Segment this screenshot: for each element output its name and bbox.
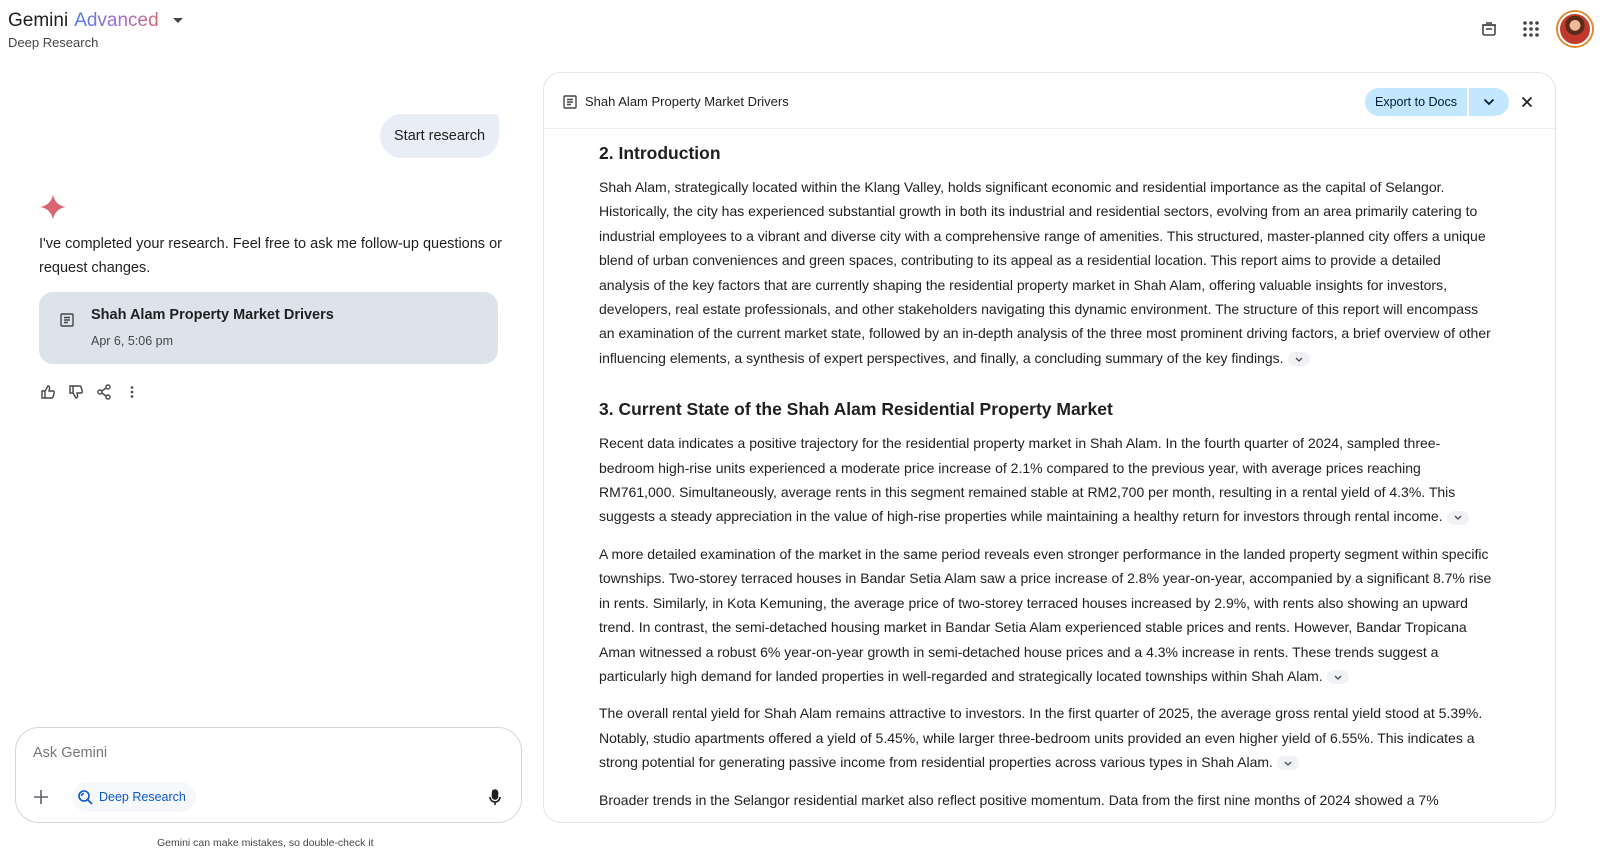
ask-input[interactable]: [33, 745, 473, 761]
panel-title: Shah Alam Property Market Drivers: [585, 94, 789, 109]
account-avatar[interactable]: [1558, 12, 1592, 46]
doc-card-date: Apr 6, 5:06 pm: [91, 334, 173, 348]
brand-tier: Advanced: [74, 10, 159, 31]
close-icon[interactable]: [1515, 90, 1539, 114]
model-dropdown-caret-icon[interactable]: [169, 12, 187, 30]
thumbs-down-icon[interactable]: [66, 380, 86, 404]
thumbs-up-icon[interactable]: [38, 380, 58, 404]
microphone-icon[interactable]: [484, 786, 506, 808]
brand-name: Gemini: [8, 10, 69, 31]
section-paragraph: Broader trends in the Selangor residential market also reflect positive momentum. Data from the first nine months of 2024 showed a 7%: [599, 791, 1439, 808]
prompt-input-box: [15, 727, 522, 823]
section-paragraph: A more detailed examination of the market in the same period reveals even stronger performance in the landed property segment within specific townships. Two-storey terraced houses in Bandar Setia Alam saw a price increase of 2.8% year-on-year, accompanied by a significant 8.7% rise in rents. Similarly, in Kota Kemuning, the average price of two-storey terraced houses increased by 2.9%, with rents also showing an upward trend. In contrast, the semi-detached housing market in Bandar Setia Alam experienced stable prices and rents. However, Bandar Tropicana Aman witnessed a robust 6% year-on-year growth in semi-detached house prices and a 4.3% increase in rents. These trends suggest a particularly high demand for landed properties in well-regarded and strategically located townships within Shah Alam.: [599, 545, 1492, 684]
section-paragraph: The overall rental yield for Shah Alam remains attractive to investors. In the first quarter of 2025, the average gross rental yield stood at 5.39%. Notably, studio apartments offered a yield of 5.45%, while larger three-bedroom units provided an even higher yield of 6.55%. This indicates a strong potential for generating passive income from residential properties across various types in Shah Alam.: [599, 705, 1483, 771]
doc-card-title: Shah Alam Property Market Drivers: [91, 307, 334, 323]
top-right-toolbar: [1474, 12, 1592, 46]
user-message-bubble: Start research: [380, 114, 499, 158]
research-doc-card[interactable]: [39, 292, 498, 364]
share-icon[interactable]: [94, 380, 114, 404]
section-paragraph: Recent data indicates a positive trajectory for the residential property market in Shah Alam. In the fourth quarter of 2024, sampled three-bedroom high-rise units experienced a moderate price increase of 2.1% compared to the previous year, with average prices reaching RM761,000. Simultaneously, average rents in this segment remained stable at RM2,700 per month, resulting in a rental yield of 4.3%. This suggests a steady appreciation in the value of high-rise properties while maintaining a healthy return for investors through rental income.: [599, 431, 1494, 529]
section-heading: 3. Current State of the Shah Alam Residential Property Market: [599, 399, 1113, 420]
deep-research-chip[interactable]: [72, 782, 196, 812]
section-paragraph: Shah Alam, strategically located within the Klang Valley, holds significant economic and residential importance as the capital of Selangor. Historically, the city has experienced substantial growth in both its industrial and residential sectors, evolving from an area primarily catering to industrial employees to a vibrant and diverse city with a comprehensive range of amenities. This structured, master-planned city offers a unique blend of urban conveniences and green spaces, contributing to its appeal as a residential location. This report aims to provide a detailed analysis of the key factors that are currently shaping the residential property market in Shah Alam, offering valuable insights for investors, developers, real estate professionals, and other stakeholders navigating this dynamic environment. The structure of this report will encompass an examination of the current market state, followed by an in-depth analysis of the three most prominent driving factors, a brief overview of other influencing elements, a synthesis of expert perspectives, and finally, a concluding summary of the key findings.: [599, 179, 1491, 366]
research-document-panel: [543, 72, 1556, 823]
mode-label: Deep Research: [8, 35, 99, 50]
apps-grid-icon[interactable]: [1516, 14, 1546, 44]
section-heading: 2. Introduction: [599, 143, 721, 163]
source-expand-chevron-icon[interactable]: [1277, 756, 1299, 770]
add-attachment-icon[interactable]: [30, 786, 52, 808]
brand: [8, 10, 187, 50]
document-body: [599, 137, 1494, 823]
response-actions: [38, 380, 142, 404]
gemini-spark-icon: [40, 194, 66, 220]
assistant-reply: I've completed your research. Feel free to ask me follow-up questions or request changes.: [39, 236, 502, 276]
panel-header: [544, 73, 1555, 129]
disclaimer: Gemini can make mistakes, so double-check it: [157, 837, 374, 849]
export-options-dropdown-icon[interactable]: [1469, 88, 1509, 116]
temporary-chat-icon[interactable]: [1474, 14, 1504, 44]
document-icon: [59, 312, 75, 328]
document-icon: [562, 94, 578, 110]
deep-research-icon: [76, 788, 94, 806]
source-expand-chevron-icon[interactable]: [1327, 670, 1349, 684]
source-expand-chevron-icon[interactable]: [1288, 352, 1310, 366]
more-options-icon[interactable]: [122, 380, 142, 404]
deep-research-label: Deep Research: [99, 790, 186, 804]
source-expand-chevron-icon[interactable]: [1447, 511, 1469, 525]
export-to-docs-button[interactable]: Export to Docs: [1365, 88, 1467, 116]
